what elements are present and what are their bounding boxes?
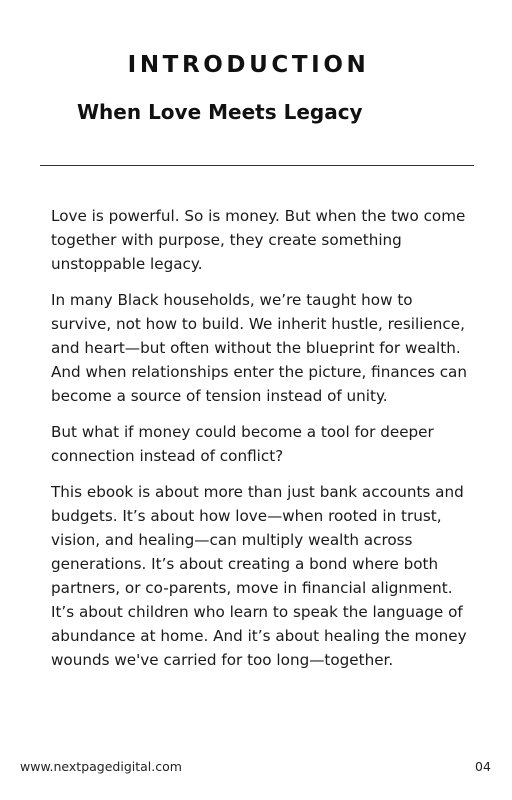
paragraph-4: This ebook is about more than just bank accounts and budgets. It’s about how love—when rooted in trust, vision, and healing—can multiply wealth across generations. It’s about creating a bond where both partners, or co-parents, move in financial alignment. It’s about children who learn to speak the language of abundance at home. And it’s about healing the money wounds we've carried for too long—together.: [51, 483, 467, 669]
page-title: When Love Meets Legacy: [77, 100, 363, 124]
body-text: [51, 204, 471, 684]
page-number: 04: [475, 759, 491, 774]
paragraph-3: But what if money could become a tool for deeper connection instead of conflict?: [51, 423, 434, 465]
footer-url: www.nextpagedigital.com: [20, 759, 182, 774]
paragraph-1: Love is powerful. So is money. But when the two come together with purpose, they create something unstoppable legacy.: [51, 207, 466, 273]
divider: [40, 165, 474, 166]
section-label: INTRODUCTION: [127, 52, 370, 78]
paragraph-2: In many Black households, we’re taught how to survive, not how to build. We inherit hustle, resilience, and heart—but often without the blueprint for wealth. And when relationships enter the picture, finances can become a source of tension instead of unity.: [51, 291, 467, 405]
